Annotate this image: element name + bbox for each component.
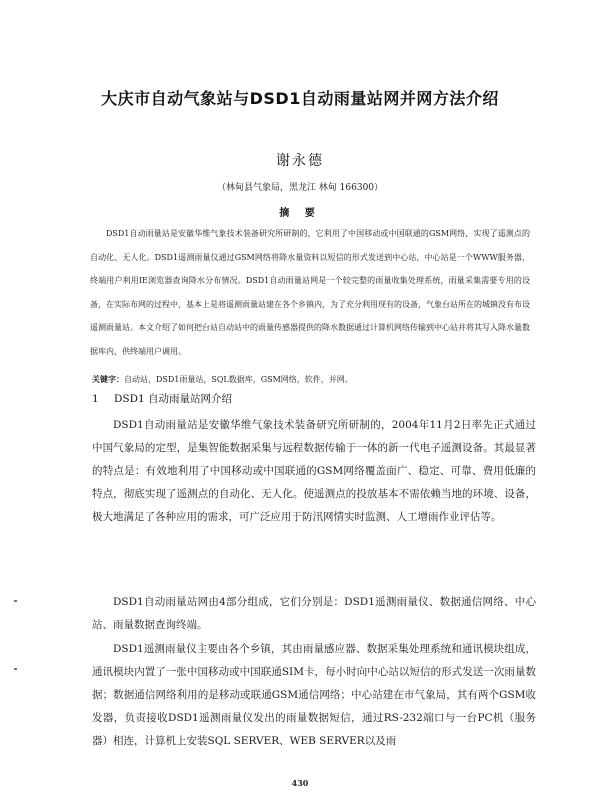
abstract-text: DSD1自动雨量站是安徽华维气象技术装备研究所研制的，它利用了中国移动或中国联通的GSM网络，实现了遥测点的自动化、无人化。DSD1遥测雨量仪通过GSM网络将降水量资料以短信的形式发送到中心站，中心站是一个WWW服务器，终端用户利用IE浏览器查询降水分布情况。DSD1自动雨量站网是一个较完整的雨量收集处理系统，雨量采集需要专用的设备，在实际布网的过程中，基本上是将遥测雨量站建在各个乡镇内，为了充分利用现有的设备，气象台站所在的城镇没有布设遥测雨量站。本文介绍了如何把台站自动站中的雨量传感器提供的降水数据通过计算机网络传输到中心站并将其写入降水量数据库内，供终端用户调用。 [90, 229, 530, 356]
body-paragraph-1: DSD1自动雨量站是安徽华维气象技术装备研究所研制的，2004年11月2日率先正式通过中国气象局的定型，是集智能数据采集与远程数据传输于一体的新一代电子遥测设备。其最显著的特点是：有效地利用了中国移动或中国联通的GSM网络覆盖面广、稳定、可靠、费用低廉的特点，彻底实现了遥测点的自动化、无人化。使遥测点的投放基本不需依赖当地的环境、设备，极大地满足了各种应用的需求，可广泛应用于防汛网情实时监测、人工增雨作业评估等。 [92, 419, 536, 523]
keywords [92, 371, 532, 388]
author-name: 谢永德 [276, 153, 324, 169]
keywords-text: 自动站，DSD1雨量站，SQL数据库，GSM网络，软件，并网。 [124, 375, 353, 384]
body-paragraph-3: DSD1遥测雨量仪主要由各个乡镇，其由雨量感应器、数据采集处理系统和通讯模块组成，通讯模块内置了一张中国移动或中国联通SIM卡，每小时向中心站以短信的形式发送一次雨量数据；数据通信网络利用的是移动或联通GSM通信网络；中心站建在市气象局，其有两个GSM收发器，负责接收DSD1遥测雨量仪发出的雨量数据短信，通过RS-232端口与一台PC机（服务器）相连，计算机上安装SQL SERVER、WEB SERVER以及雨 [92, 643, 536, 747]
paper-title: 大庆市自动气象站与DSD1自动雨量站网并网方法介绍 [101, 89, 499, 108]
section-number: 1 [92, 393, 99, 405]
author-affiliation: （林甸县气象局，黑龙江 林甸 166300） [216, 183, 384, 193]
scan-margin-mark [14, 668, 17, 670]
body-paragraph-2: DSD1自动雨量站网由4部分组成，它们分别是：DSD1遥测雨量仪、数据通信网络、中心站、雨量数据查询终端。 [92, 596, 536, 631]
section-heading [92, 391, 232, 406]
section-title: DSD1 自动雨量站网介绍 [114, 393, 233, 405]
keywords-label: 关键字： [92, 374, 124, 384]
scan-margin-mark [14, 600, 17, 602]
abstract-heading: 摘 要 [279, 208, 321, 219]
page-number: 430 [291, 778, 309, 788]
